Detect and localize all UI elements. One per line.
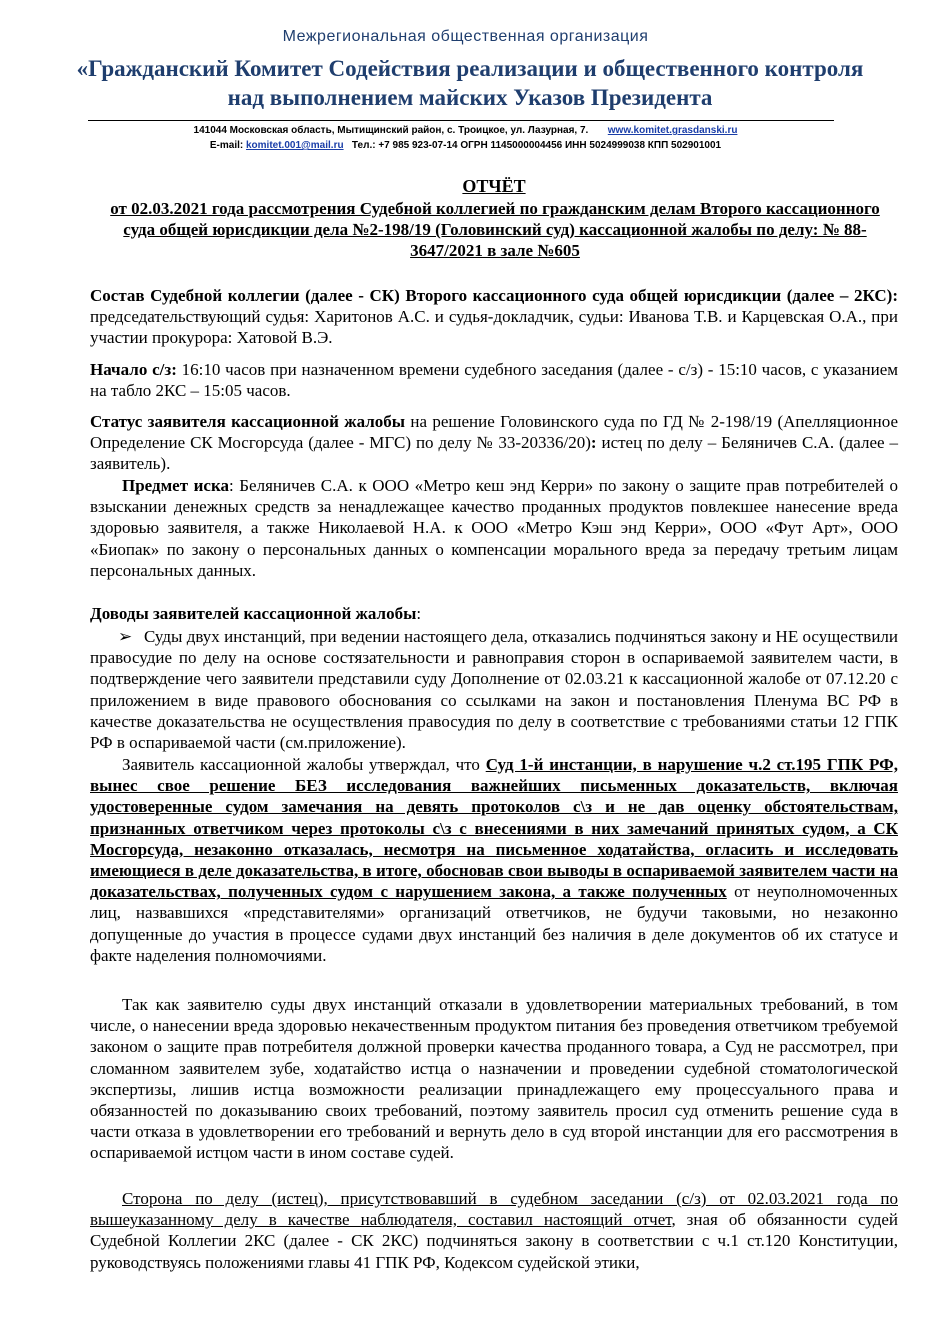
observer-underlined-text: Сторона по делу (истец), присутствовавший в судебном заседании (с/з) от 02.03.2021 года по вышеуказанному делу в качестве наблюдателя, составил настоящий отчет <box>90 1189 898 1230</box>
refusal-paragraph <box>90 994 898 1164</box>
applicant-claims-emphasis: Суд 1-й инстанции, в нарушение ч.2 ст.195 ГПК РФ, вынес свое решение БЕЗ исследования важнейших письменных доказательств, включая удостоверенные судом замечания на девять протоколов с\з и не дав оценку обстоятельствам, признанных ответчиком через протоколы с\з с внесениями в них замечаний принятых судом, а СК Мосгорсуда, незаконно отказалась, несмотря на письменное ходатайства, огласить и исследовать имеющиеся в деле доказательства, в итоге, обосновав свои выводы в оспариваемой заявителем части на доказательствах, полученных судом с нарушением закона, а также полученных <box>90 755 899 902</box>
court-composition-paragraph <box>90 285 898 349</box>
arrow-bullet-icon: ➢ <box>118 627 133 646</box>
claim-subject-paragraph <box>90 475 898 581</box>
contacts-line <box>0 140 931 151</box>
applicant-claims-intro: Заявитель кассационной жалобы утверждал, что <box>122 755 486 774</box>
argument-bullet-paragraph <box>90 626 898 753</box>
session-start-text: 16:10 часов при назначенном времени судебного заседания (далее - с/з) - 15:10 часов, с указанием на табло 2КС – 15:05 часов. <box>90 360 899 401</box>
session-start-label: Начало с/з: <box>90 360 177 379</box>
applicant-status-paragraph <box>90 411 898 475</box>
report-subtitle: от 02.03.2021 года рассмотрения Судебной коллегией по гражданским делам Второго кассационного суда общей юрисдикции дела №2-198/19 (Головинский суд) кассационной жалобы по делу: № 88-3647/2021 в зале №605 <box>110 199 880 260</box>
contact-details: Тел.: +7 985 923-07-14 ОГРН 1145000004456 ИНН 5024999038 КПП 502901001 <box>351 140 722 151</box>
postal-address: 141044 Московская область, Мытищинский район, с. Троицкое, ул. Лазурная, 7. <box>193 125 589 136</box>
argument-bullet-text: Суды двух инстанций, при ведении настоящего дела, отказались подчиняться закону и НЕ осуществили правосудие по делу на основе состязательности и равноправия сторон в оспариваемой заявителем части, в подтверждение чего заявители представили суду Дополнение от 02.03.21 к кассационной жалобе от 07.12.20 с приложением в виде правового обоснования со ссылками на закон и постановления Пленума ВС РФ в качестве доказательства не осуществления правосудия по делу в соответствие с требованиями статьи 12 ГПК РФ в оспариваемой части (см.приложение). <box>90 627 898 753</box>
applicant-status-text: на решение Головинского суда по ГД № 2-198/19 (Апелляционное Определение СК Мосгорсуда (далее - МГС) по делу № 33-20336/20) <box>90 412 898 453</box>
claim-subject-label: Предмет иска <box>122 476 230 495</box>
applicant-claims-paragraph <box>90 754 898 966</box>
refusal-text: Так как заявителю суды двух инстанций отказали в удовлетворении материальных требований, в том числе, о нанесении вреда здоровью некачественным продуктом питания без проведения ответчиком требуемой законом о защите прав потребителя должной проверки качества проданного товара, а Суд не рассмотрел, при сломанном заявителем зубе, ходатайство истца о назначении и проведении судебной стоматологической экспертизы, лишив истца возможности реализации принадлежащего ему процессуального права и обязанностей по доказыванию своих требований, поэтому заявитель просил суд отменить решение суда в части отказа в удовлетворении его требований и вернуть дело в суд второй инстанции для его рассмотрения в оспариваемой истцом части в ином составе судей. <box>90 995 898 1163</box>
applicant-status-label: Статус заявителя кассационной жалобы <box>90 412 406 431</box>
applicant-status-colon: : <box>590 433 597 453</box>
applicant-claims-text: от неуполномоченных лиц, назвавшихся «представителями» организаций ответчиков, не будучи таковыми, но незаконно допущенные до участия в процессе судами двух инстанций без наличия в деле документов об их статусе и факте наделения полномочиями. <box>90 882 898 965</box>
applicant-status-text-end: истец по делу – Беляничев С.А. (далее – заявитель). <box>90 433 898 474</box>
arguments-heading-colon: : <box>416 604 422 623</box>
observer-text: , зная об обязанности судей Судебной Коллегии 2КС (далее - СК 2КС) подчиняться закону в соответствии с ч.1 ст.120 Конституции, руководствуясь положениями главы 41 ГПК РФ, Кодексом судейской этики, <box>90 1210 898 1272</box>
organization-type: Межрегиональная общественная организация <box>282 28 649 45</box>
claim-subject-text: : Беляничев С.А. к ООО «Метро кеш энд Керри» по закону о защите прав потребителей о взыскании денежных средств за ненадлежащее качество проданных продуктов повлекшее нанесение вреда здоровью заявителя, а также Николаевой Н.А. к ООО «Метро Кэш энд Керри», ООО «Фут Арт», ООО «Биопак» по закону о персональных данных о компенсации морального вреда за передачу третьим лицам персональных данных. <box>90 476 898 580</box>
email-label: E-mail: <box>209 140 244 151</box>
report-title: ОТЧЁТ <box>462 176 526 196</box>
header-divider <box>88 120 834 121</box>
observer-paragraph <box>90 1188 898 1273</box>
arguments-heading <box>90 603 898 624</box>
address-line <box>0 125 931 136</box>
court-composition-text: председательствующий судья: Харитонов А.С. и судья-докладчик, судьи: Иванова Т.В. и Карцевская О.А., при участии прокурора: Хатовой В.Э. <box>90 307 898 348</box>
session-start-paragraph <box>90 359 898 401</box>
email-link[interactable]: komitet.001@mail.ru <box>246 140 344 151</box>
website-link[interactable]: www.komitet.grasdanski.ru <box>607 125 738 136</box>
court-composition-label: Состав Судебной коллегии (далее - СК) Второго кассационного суда общей юрисдикции (далее – 2КС): <box>90 286 898 305</box>
arguments-heading-label: Доводы заявителей кассационной жалобы <box>90 604 417 623</box>
organization-name: «Гражданский Комитет Содействия реализации и общественного контроля над выполнением майских Указов Президента <box>76 56 864 110</box>
